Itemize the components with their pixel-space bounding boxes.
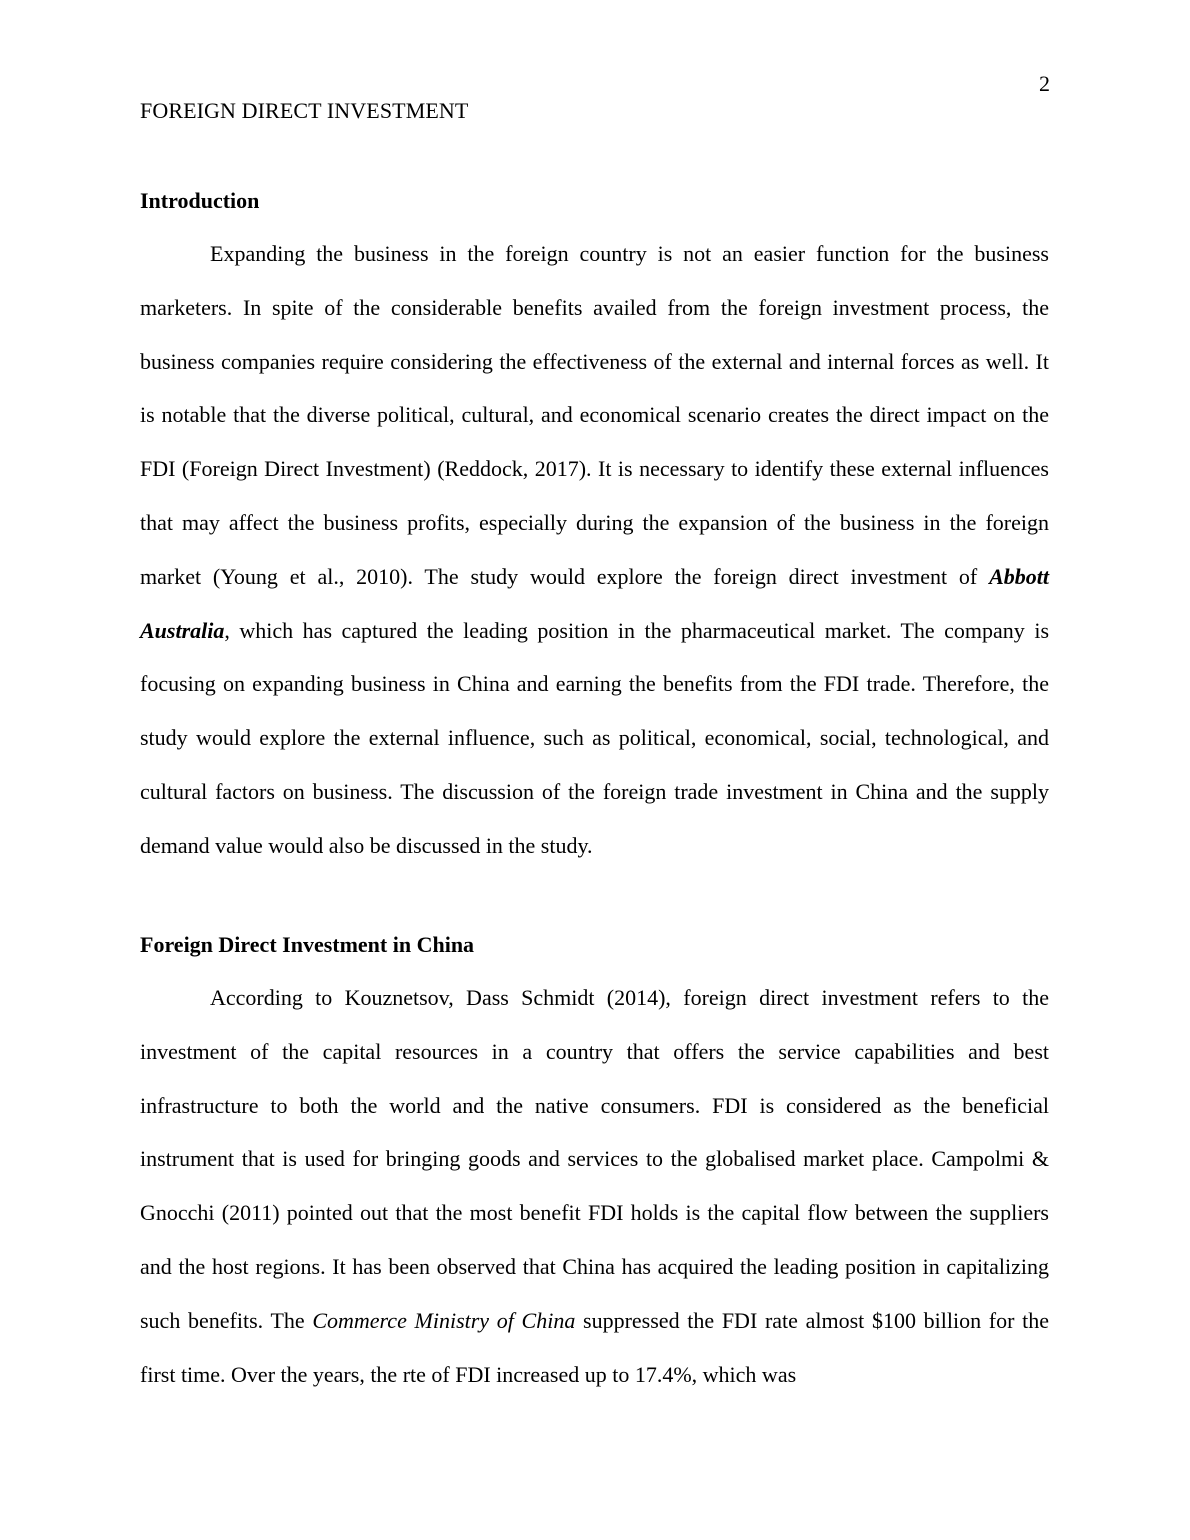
paragraph-text: According to Kouznetsov, Dass Schmidt (2014), foreign direct investment refers to the investment of the capital resources in a country that offers the service capabilities and best infrastructure to both the world and the native consumers. FDI is considered as the beneficial instrument that is used for bringing goods and services to the globalised market place. Campolmi & Gnocchi (2011) pointed out that the most benefit FDI holds is the capital flow between the suppliers and the host regions. It has been observed that China has acquired the leading position in capitalizing such benefits. The (140, 985, 1049, 1333)
section-heading-introduction: Introduction (140, 188, 260, 213)
introduction-paragraph (140, 227, 1049, 873)
fdi-china-paragraph (140, 971, 1049, 1401)
paragraph-text: suppressed the FDI rate almost $100 billion for the first time. Over the years, the rte of FDI increased up to 17.4%, which was (140, 1307, 1049, 1387)
page-number: 2 (1039, 71, 1050, 96)
running-head: FOREIGN DIRECT INVESTMENT (140, 98, 469, 123)
company-name-emphasis: Abbott Australia (140, 563, 1049, 643)
paragraph-text: , which has captured the leading position in the pharmaceutical market. The company is focusing on expanding business in China and earning the benefits from the FDI trade. Therefore, the study would explore the external influence, such as political, economical, social, technological, and cultural factors on business. The discussion of the foreign trade investment in China and the supply demand value would also be discussed in the study. (140, 617, 1049, 858)
section-heading-fdi-china: Foreign Direct Investment in China (140, 932, 475, 957)
paragraph-text: Expanding the business in the foreign country is not an easier function for the business marketers. In spite of the considerable benefits availed from the foreign investment process, the business companies require considering the effectiveness of the external and internal forces as well. It is notable that the diverse political, cultural, and economical scenario creates the direct impact on the FDI (Foreign Direct Investment) (Reddock, 2017). It is necessary to identify these external influences that may affect the business profits, especially during the expansion of the business in the foreign market (Young et al., 2010). The study would explore the foreign direct investment of (140, 241, 1049, 589)
ministry-name-emphasis: Commerce Ministry of China (312, 1307, 576, 1333)
